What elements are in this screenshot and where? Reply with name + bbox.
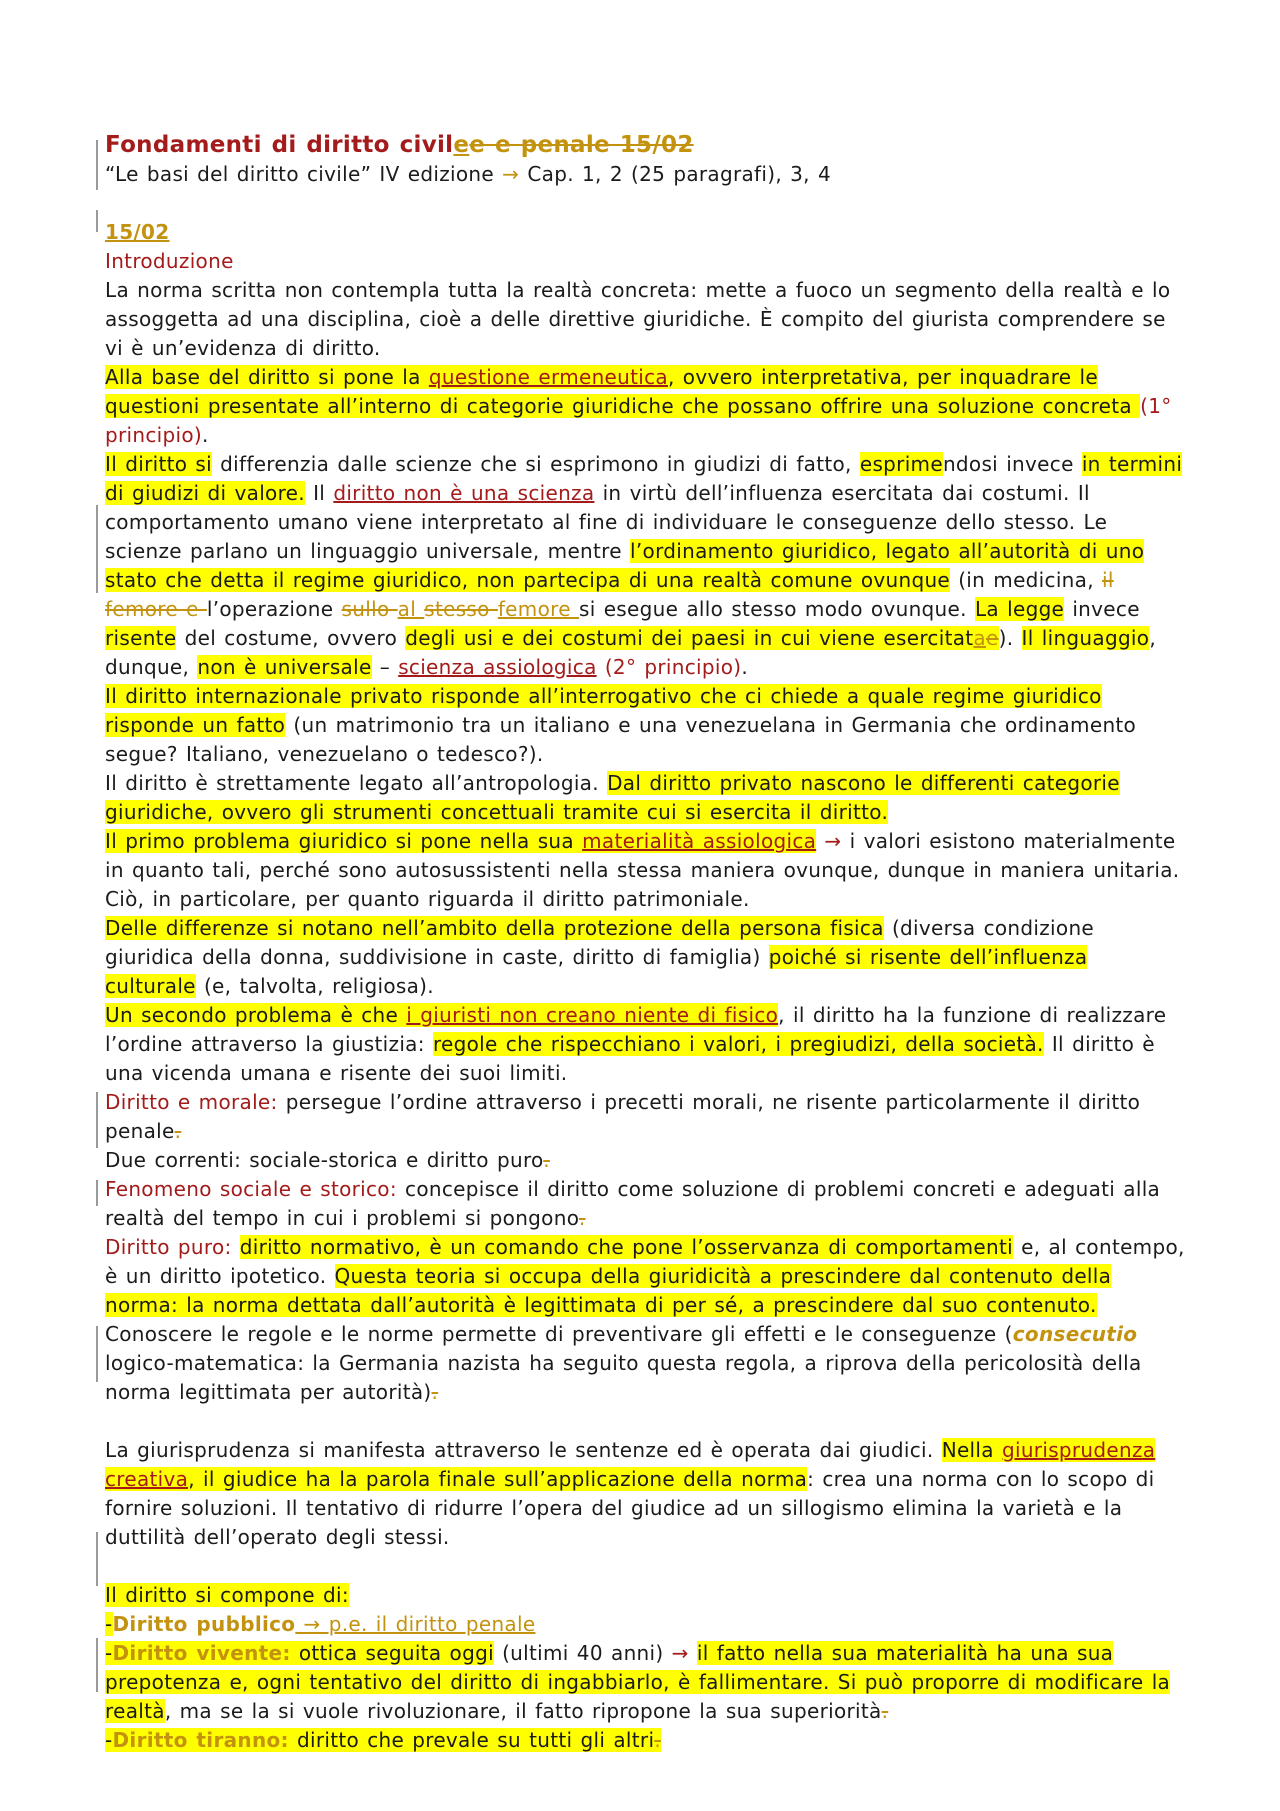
text-run: Il primo problema giuridico si pone nella sua	[105, 829, 583, 853]
text-run: → p.e. il diritto penale	[295, 1612, 536, 1636]
text-run	[232, 1235, 240, 1259]
text-run: scienza assiologica	[398, 655, 597, 679]
text-run: degli usi e dei costumi dei paesi in cui viene esercitat	[405, 626, 974, 650]
paragraph-due-correnti	[105, 1146, 1185, 1175]
text-run: Questa teoria si occupa della giuridicità a prescindere dal contenuto della norma: la norma dettata dall’autorità è legittimata di per sé, a prescindere dal suo contenuto.	[105, 1264, 1112, 1317]
text-run: in virtù dell’influenza esercitata dai costumi. Il comportamento umano viene interpretato al fine di individuare le conseguenze dello stesso. Le scienze parlano un linguaggio universale, mentre	[105, 481, 1108, 563]
paragraph-giurisprudenza	[105, 1436, 1185, 1552]
text-run	[597, 655, 605, 679]
text-run: Un secondo problema è che	[105, 1003, 407, 1027]
text-run: , il diritto ha la funzione di realizzare l’ordine attraverso la giustizia:	[105, 1003, 1167, 1056]
text-run: .	[431, 1380, 439, 1404]
text-run: .	[174, 1119, 182, 1143]
text-run: .	[202, 423, 209, 447]
list-item-diritto-vivente	[105, 1639, 1185, 1726]
change-bar	[96, 1326, 98, 1382]
change-bar	[96, 140, 98, 190]
text-run	[689, 1641, 697, 1665]
paragraph-secondo-problema	[105, 1001, 1185, 1088]
doc-title	[105, 130, 1185, 160]
text-run: –	[371, 655, 399, 679]
text-run: (e, talvolta, religiosa).	[195, 974, 434, 998]
list-item-diritto-pubblico	[105, 1610, 1185, 1639]
text-run: esprime	[859, 452, 943, 476]
text-run: 15/02	[105, 220, 170, 244]
text-run: .	[881, 1699, 889, 1723]
text-run: Alla base del diritto si pone la	[105, 365, 429, 389]
paragraph-diritto-internazionale	[105, 682, 1185, 769]
text-run: -	[105, 1728, 113, 1752]
text-run: materialità assiologica	[582, 829, 817, 853]
text-run: Il diritto internazionale privato risponde all’interrogativo che ci chiede a quale regime giuridico risponde un fatto	[105, 684, 1102, 737]
text-run: stesso	[424, 597, 498, 621]
paragraph-antropologia	[105, 769, 1185, 827]
text-run: a	[973, 626, 986, 650]
text-run: -	[105, 1612, 113, 1636]
text-run: ndosi invece	[942, 452, 1082, 476]
text-run: e, al contempo, è un diritto ipotetico.	[105, 1235, 1185, 1288]
text-run: Due correnti: sociale-storica e diritto puro	[105, 1148, 544, 1172]
text-run: consecutio	[1012, 1322, 1138, 1346]
text-run: La giurisprudenza si manifesta attraverso le sentenze ed è operata dai giudici.	[105, 1438, 942, 1462]
text-run: sullo	[341, 597, 398, 621]
text-run: diritto non è una scienza	[333, 481, 595, 505]
text-run: Il linguaggio	[1021, 626, 1150, 650]
text-run: differenzia dalle scienze che si esprimono in giudizi di fatto,	[212, 452, 860, 476]
text-run: .	[543, 1148, 550, 1172]
text-run: femore	[497, 597, 579, 621]
text-run: si esegue allo stesso modo ovunque.	[578, 597, 975, 621]
text-run: Conoscere le regole e le norme permette di preventivare gli effetti e le conseguenze (	[105, 1322, 1013, 1346]
text-run	[289, 1728, 297, 1752]
text-run: Cap. 1, 2 (25 paragrafi), 3, 4	[519, 162, 832, 186]
text-run: Diritto e morale:	[105, 1090, 278, 1114]
text-run: , il giudice ha la parola finale sull’applicazione della norma	[188, 1467, 808, 1491]
text-run: (2° principio)	[604, 655, 742, 679]
change-bar	[96, 210, 98, 232]
doc-subtitle	[105, 160, 1185, 189]
text-run: Diritto tiranno:	[112, 1728, 289, 1752]
text-run: .	[654, 1728, 661, 1752]
text-run: diritto normativo, è un comando che pone l’osservanza di comportamenti	[239, 1235, 1013, 1259]
text-run: Il	[304, 481, 334, 505]
text-run: .	[741, 655, 749, 679]
text-run: -	[105, 1641, 113, 1665]
text-run: regole che rispecchiano i valori, i pregiudizi, della società.	[432, 1032, 1044, 1056]
text-run: Fondamenti di diritto civil	[105, 132, 454, 158]
text-run: (un matrimonio tra un italiano e una venezuelana in Germania che ordinamento segue? Italiano, venezuelano o tedesco?).	[105, 713, 1137, 766]
paragraph-materialita-assiologica	[105, 827, 1185, 914]
spacer	[105, 1552, 1185, 1581]
change-bar	[96, 1638, 98, 1692]
text-run: il fatto nella sua materialità ha una sua prepotenza e, ogni tentativo del diritto di ingabbiarlo, è fallimentare. Si può proporre di modificare la realtà	[105, 1641, 1171, 1723]
text-run: risente	[105, 626, 177, 650]
text-run: Il diritto si	[105, 452, 212, 476]
text-run: poiché si risente dell’influenza culturale	[105, 945, 1088, 998]
list-item-diritto-tiranno	[105, 1726, 1185, 1755]
text-run: i valori esistono materialmente in quanto tali, perché sono autosussistenti nella stessa maniera ovunque, dunque in maniera unitaria. Ciò, in particolare, per quanto riguarda il diritto patrimoniale.	[105, 829, 1180, 911]
text-run: , ovvero interpretativa, per inquadrare le questioni presentate all’interno di categorie giuridiche che possano offrire una soluzione concreta	[105, 365, 1141, 418]
text-run: in termini di giudizi di valore.	[105, 452, 1183, 505]
change-bar	[96, 1180, 98, 1206]
spacer	[105, 1407, 1185, 1436]
text-run: ).	[998, 626, 1022, 650]
text-run: l’operazione	[206, 597, 342, 621]
text-run: : crea una norma con lo scopo di fornire soluzioni. Il tentativo di ridurre l’opera del giudice ad un sillogismo elimina la varietà e la duttilità dell’operato degli stessi.	[105, 1467, 1155, 1549]
text-run: Diritto pubblico	[112, 1612, 296, 1636]
paragraph-diritto-scienze	[105, 450, 1185, 682]
text-run: diritto che prevale su tutti gli altri	[297, 1728, 655, 1752]
text-run: persegue l’ordine attraverso i precetti morali, ne risente particolarmente il diritto penale	[105, 1090, 1141, 1143]
text-run: Il diritto si compone di:	[105, 1583, 349, 1607]
paragraph-questione-ermeneutica	[105, 363, 1185, 450]
document-body	[105, 130, 1185, 1755]
text-run: (1° principio)	[105, 394, 1172, 447]
text-run: .	[578, 1206, 586, 1230]
text-run: giurisprudenza creativa	[105, 1438, 1156, 1491]
date-heading	[105, 218, 1185, 247]
text-run: Il diritto è una vicenda umana e risente dei suoi limiti.	[105, 1032, 1155, 1085]
text-run: al	[397, 597, 425, 621]
change-bar	[96, 505, 98, 593]
text-run: del costume, ovvero	[176, 626, 406, 650]
text-run: ottica seguita oggi	[290, 1641, 494, 1665]
paragraph-fenomeno-sociale	[105, 1175, 1185, 1233]
text-run: Il diritto è strettamente legato all’antropologia.	[105, 771, 608, 795]
change-bar	[96, 1092, 98, 1148]
text-run: e	[453, 132, 470, 158]
text-run: La legge	[974, 597, 1065, 621]
section-heading-introduzione	[105, 247, 1185, 276]
text-run: →	[671, 1641, 689, 1665]
text-run: logico-matematica: la Germania nazista ha seguito questa regola, a riprova della pericolosità della norma legittimata per autorità)	[105, 1351, 1142, 1404]
paragraph-compone	[105, 1581, 1185, 1610]
text-run: Dal diritto privato nascono le differenti categorie giuridiche, ovvero gli strumenti concettuali tramite cui si esercita il diritto.	[105, 771, 1120, 824]
paragraph-diritto-puro	[105, 1233, 1185, 1407]
text-run: Diritto vivente:	[112, 1641, 291, 1665]
text-run: Delle differenze si notano nell’ambito della protezione della persona fisica	[105, 916, 884, 940]
text-run: (in medicina,	[950, 568, 1103, 592]
text-run: questione ermeneutica	[428, 365, 668, 389]
text-run: invece	[1064, 597, 1140, 621]
text-run: concepisce il diritto come soluzione di problemi concreti e adeguati alla realtà del tempo in cui i problemi si pongono	[105, 1177, 1161, 1230]
text-run: (ultimi 40 anni)	[493, 1641, 672, 1665]
text-run: e	[985, 626, 999, 650]
text-run: , dunque,	[105, 626, 1156, 679]
text-run: (diversa condizione giuridica della donna, suddivisione in caste, diritto di famiglia)	[105, 916, 1095, 969]
text-run: non è universale	[197, 655, 372, 679]
change-bar	[96, 1532, 98, 1586]
text-run: Introduzione	[105, 249, 234, 273]
text-run: , ma se la si vuole rivoluzionare, il fatto ripropone la sua superiorità	[164, 1699, 882, 1723]
text-run: Diritto puro:	[105, 1235, 232, 1259]
paragraph-diritto-e-morale	[105, 1088, 1185, 1146]
text-run: l’ordinamento giuridico, legato all’autorità di uno stato che detta il regime giuridico, non partecipa di una realtà comune ovunque	[105, 539, 1145, 592]
text-run: Fenomeno sociale e storico:	[105, 1177, 397, 1201]
text-run: La norma scritta non contempla tutta la realtà concreta: mette a fuoco un segmento della realtà e lo assoggetta ad una disciplina, cioè a delle direttive giuridiche. È compito del giurista comprendere se vi è un’evidenza di diritto.	[105, 278, 1171, 360]
text-run: i giuristi non creano niente di fisico	[406, 1003, 779, 1027]
spacer	[105, 189, 1185, 218]
text-run: il femore e	[105, 568, 1114, 621]
text-run: “Le basi del diritto civile” IV edizione	[105, 162, 503, 186]
text-run: e e penale 15/02	[469, 132, 694, 158]
text-run: →	[502, 162, 520, 186]
paragraph-differenze	[105, 914, 1185, 1001]
paragraph-intro	[105, 276, 1185, 363]
text-run: →	[824, 829, 842, 853]
text-run: Nella	[941, 1438, 1002, 1462]
